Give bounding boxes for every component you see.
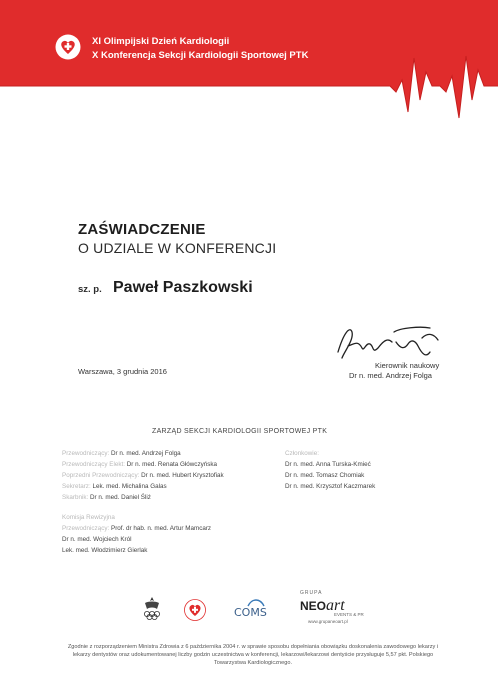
audit-chair-name: Prof. dr hab. n. med. Artur Mamcarz	[111, 525, 212, 532]
audit-member: Dr n. med. Wojciech Król	[62, 536, 132, 543]
certificate-subtitle: O UDZIALE W KONFERENCJI	[78, 240, 277, 256]
board-role: Poprzedni Przewodniczący:	[62, 472, 140, 479]
board-entry	[62, 450, 181, 457]
board-person: Dr n. med. Daniel Śliż	[90, 494, 151, 501]
signatory-role: Kierownik naukowy	[375, 361, 440, 370]
board-role: Skarbnik:	[62, 494, 89, 501]
neoart-tagline: EVENTS & PR	[334, 612, 364, 617]
certificate-title: ZAŚWIADCZENIE	[78, 221, 206, 238]
board-role: Przewodniczący Elekt:	[62, 461, 125, 468]
conference-title-line2: X Konferencja Sekcji Kardiologii Sportowej PTK	[92, 50, 309, 61]
header-band	[0, 0, 498, 120]
board-role: Sekretarz:	[62, 483, 91, 490]
audit-chair-role: Przewodniczący:	[62, 525, 110, 532]
place-date: Warszawa, 3 grudnia 2016	[78, 367, 167, 376]
board-person: Dr n. med. Andrzej Folga	[111, 450, 181, 457]
board-role: Przewodniczący:	[62, 450, 110, 457]
board-entry	[62, 472, 224, 479]
salutation: sz. p.	[78, 284, 102, 295]
audit-chair	[62, 525, 211, 532]
neoart-url: www.grupaneoart.pl	[308, 619, 348, 624]
board-entry	[62, 461, 217, 468]
neoart-logo-art: art	[326, 597, 345, 614]
neoart-group-label: GRUPA	[300, 590, 323, 596]
board-entry	[62, 494, 151, 501]
heart-cross-emblem-icon	[55, 34, 81, 60]
footer-legal-note: Zgodnie z rozporządzeniem Ministra Zdrowia z 6 października 2004 r. w sprawie sposobu dopełniania obowiązku doskonalenia zawodowego lekarzy i lekarzy dentystów oraz udokumentowanej liczby godzin uczestnictwa w konferencji, lekarzowi/lekarzowi dentyście przysługuje 5,57 pkt. Polskiego Towarzystwa Kardiologicznego.	[67, 644, 439, 667]
signatory-name: Dr n. med. Andrzej Folga	[349, 371, 432, 380]
board-entry	[62, 483, 167, 490]
board-person: Dr n. med. Renata Główczyńska	[126, 461, 218, 468]
coms-logo-text: COMS	[234, 606, 267, 619]
olympic-emblem-icon	[140, 595, 164, 623]
audit-member: Lek. med. Włodzimierz Gierlak	[62, 547, 148, 554]
board-member: Dr n. med. Anna Turska-Kmieć	[285, 461, 371, 468]
board-member: Dr n. med. Tomasz Chomiak	[285, 472, 365, 479]
board-person: Lek. med. Michalina Galas	[92, 483, 167, 490]
board-person: Dr n. med. Hubert Krysztofiak	[141, 472, 224, 479]
recipient-name: Paweł Paszkowski	[113, 279, 253, 296]
neoart-logo-neo: NEO	[300, 599, 327, 613]
ptk-heart-logo-icon	[184, 599, 206, 621]
board-member: Dr n. med. Krzysztof Kaczmarek	[285, 483, 376, 490]
members-label: Członkowie:	[285, 450, 319, 457]
conference-title-line1: XI Olimpijski Dzień Kardiologii	[92, 36, 230, 47]
board-title: ZARZĄD SEKCJI KARDIOLOGII SPORTOWEJ PTK	[152, 428, 328, 435]
audit-label: Komisja Rewizyjna	[62, 514, 115, 521]
